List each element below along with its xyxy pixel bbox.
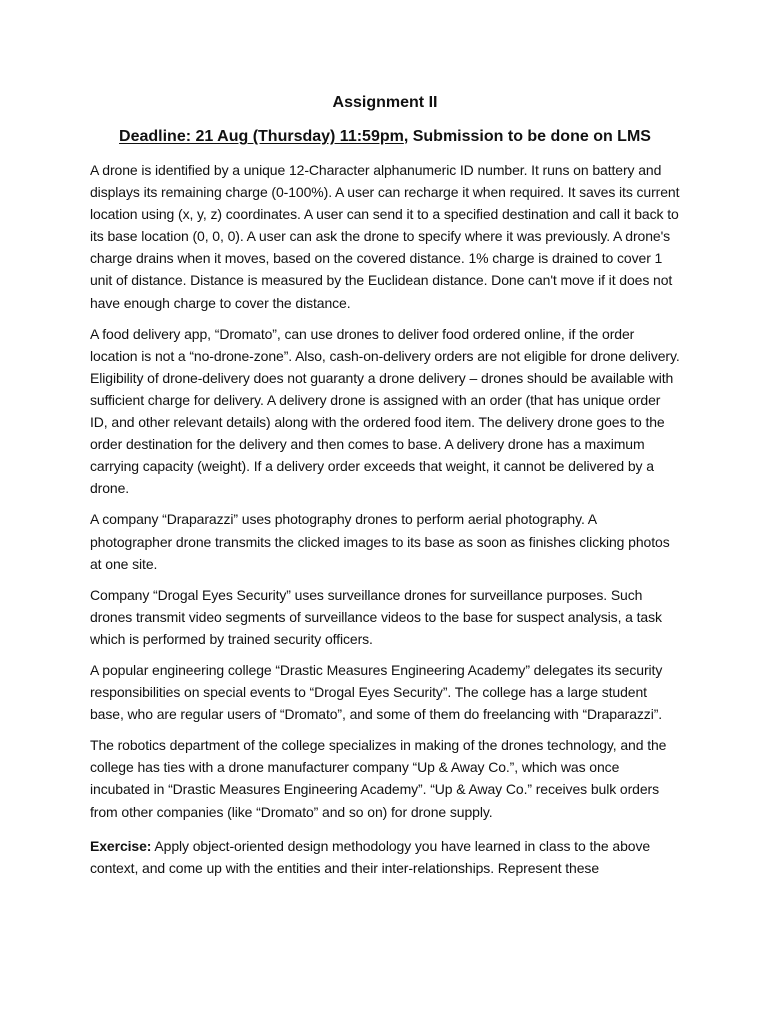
paragraph-drogal-eyes: Company “Drogal Eyes Security” uses surveillance drones for surveillance purposes. Such drones transmit video segments of surveillance videos to the base for suspect analysis, a task which is performed by trained security officers. [90,586,662,647]
document-body [90,92,680,879]
paragraph-exercise [90,835,680,879]
deadline-line [90,126,680,148]
assignment-title: Assignment II [332,94,438,111]
paragraph-draparazzi: A company “Draparazzi” uses photography drones to perform aerial photography. A photographer drone transmits the clicked images to its base as soon as finishes clicking photos at one site. [90,511,670,572]
paragraph-drone: A drone is identified by a unique 12-Character alphanumeric ID number. It runs on battery and displays its remaining charge (0-100%). A user can recharge it when required. It saves its current location using (x, y, z) coordinates. A user can send it to a specified destination and call it back to its base location (0, 0, 0). A user can ask the drone to specify where it was previously. A drone's charge drains when it moves, based on the covered distance. 1% charge is drained to cover 1 unit of distance. Distance is measured by the Euclidean distance. Done can't move if it does not have enough charge to cover the distance. [90,162,680,311]
paragraph-dromato: A food delivery app, “Dromato”, can use drones to deliver food ordered online, if the order location is not a “no-drone-zone”. Also, cash-on-delivery orders are not eligible for drone delivery. Eligibility of drone-delivery does not guaranty a drone delivery – drones should be available with sufficient charge for delivery. A delivery drone is assigned with an order (that has unique order ID, and other relevant details) along with the ordered food item. The delivery drone goes to the order destination for the delivery and then comes to base. A delivery drone has a maximum carrying capacity (weight). If a delivery order exceeds that weight, it cannot be delivered by a drone. [90,325,680,497]
paragraph-college: A popular engineering college “Drastic Measures Engineering Academy” delegates its security responsibilities on special events to “Drogal Eyes Security”. The college has a large student base, who are regular users of “Dromato”, and some of them do freelancing with “Draparazzi”. [90,661,663,723]
exercise-label: Exercise: [90,837,152,854]
exercise-text: Apply object-oriented design methodology you have learned in class to the above context, and come up with the entities and their inter-relationships. Represent these [90,837,651,876]
deadline-text: Deadline: 21 Aug (Thursday) 11:59pm [119,128,404,145]
paragraph-robotics: The robotics department of the college specializes in making of the drones technology, and the college has ties with a drone manufacturer company “Up & Away Co.”, which was once incubated in “Drastic Measures Engineering Academy”. “Up & Away Co.” receives bulk orders from other companies (like “Dromato” and so on) for drone supply. [90,737,667,820]
submission-note: , Submission to be done on LMS [403,128,651,145]
